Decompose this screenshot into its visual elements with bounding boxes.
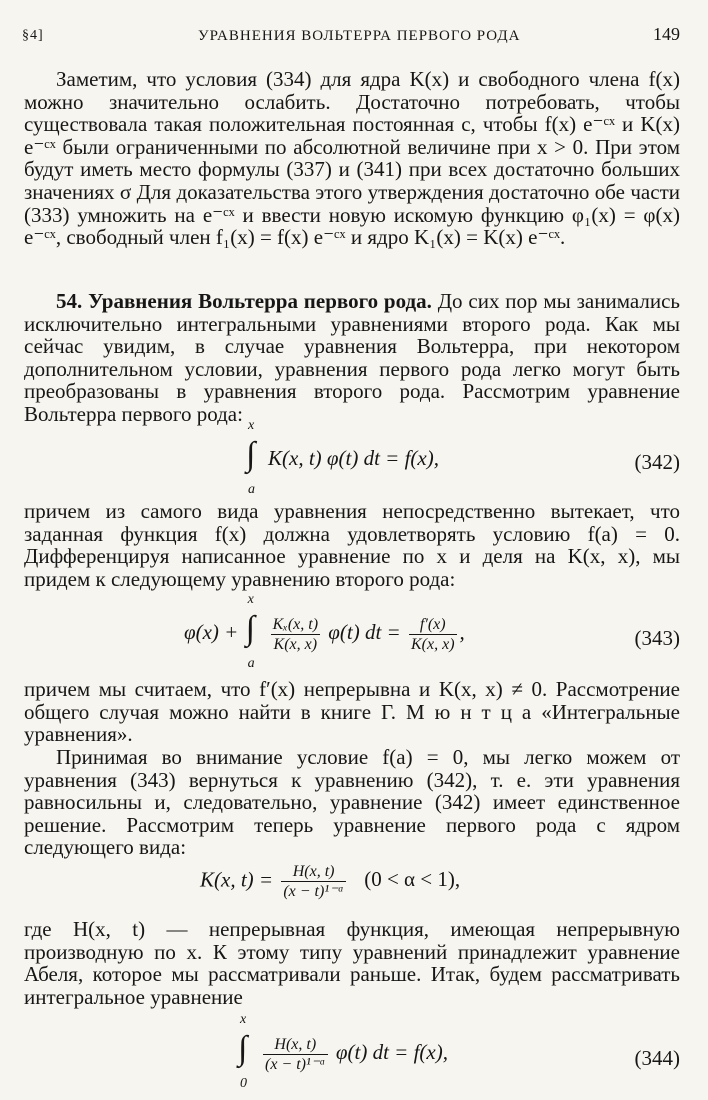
section-intro-text: До сих пор мы занимались исключительно интегральными уравнениями второго рода. Как мы сейчас увидим, в случае уравнения Вольтерра, при некотором дополнительном условии, уравнения первого рода легко могут быть преобразованы в уравнения второго рода. Рассмотрим уравнение Вольтерра первого рода: — [24, 289, 680, 426]
equation-kernel: K(x, t) = $\frac{H(x, t)}{\text{(x − t)¹⁻ᵅ}}$ (0 < α < 1), — [200, 863, 461, 900]
equation-344 — [24, 1012, 680, 1091]
equation-body: K(x, t) φ(t) dt = f(x), — [268, 445, 439, 470]
equation-body: φ(t) dt = f(x), — [335, 1039, 448, 1064]
page-number: 149 — [653, 24, 680, 44]
equation-number: (342) — [634, 450, 680, 474]
paragraph-6: где H(x, t) — непрерывная функция, имеющая непрерывную производную по x. К этому типу уравнений принадлежит уравнение Абеля, которое мы рассматривали раньше. Итак, будем рассматривать интегральное уравнение — [24, 917, 680, 1009]
section-marker: §4] — [22, 28, 44, 43]
integral-sign: x ∫ 0 — [238, 1012, 248, 1091]
fraction: $\frac{f'(x)}{K(x, x)}$ — [410, 615, 455, 653]
running-title: УРАВНЕНИЯ ВОЛЬТЕРРА ПЕРВОГО РОДА — [198, 28, 521, 44]
paragraph-4: причем мы считаем, что f′(x) непрерывна и K(x, x) ≠ 0. Рассмотрение общего случая можно найти в книге Г. М ю н т ц а «Интегральные уравнения». — [24, 677, 680, 747]
paragraph-5: Принимая во внимание условие f(a) = 0, мы легко можем от уравнения (343) вернуться к уравнению (342), т. е. эти уравнения равносильны и, следовательно, уравнение (342) имеет единственное решение. Рассмотрим теперь уравнение первого рода с ядром следующего вида: — [24, 745, 680, 860]
equation-number: (343) — [634, 626, 680, 650]
paragraph-3: причем из самого вида уравнения непосредственно вытекает, что заданная функция f(x) должна удовлетворять условию f(a) = 0. Дифференцируя написанное уравнение по x и деля на K(x, x), мы придем к следующему уравнению второго рода: — [24, 499, 680, 591]
fraction: $\frac{H(x, t)}{\text{(x − t)¹⁻ᵅ}}$ — [283, 863, 344, 900]
equation-343: φ(x) + x ∫ a $\frac{\text{Kₓ(x, t)}}{K(x, x)}$ φ(t) dt = $\frac{f'(x)}{K(x, x)}$ , (343) — [184, 592, 680, 671]
fraction: $\frac{H(x, t)}{\text{(x − t)¹⁻ᵅ}}$ — [265, 1035, 326, 1073]
integral-sign: x ∫ a — [245, 592, 255, 671]
section-heading: 54. Уравнения Вольтерра первого рода. — [56, 289, 432, 313]
equation-342 — [24, 418, 680, 497]
section-54-paragraph — [24, 290, 680, 426]
paragraph-1: Заметим, что условия (334) для ядра K(x) и свободного члена f(x) можно значительно ослабить. Достаточно потребовать, чтобы существовала такая положительная постоянная c, чтобы f(x) e⁻ᶜˣ и K(x) e⁻ᶜˣ были ограниченными по абсолютной величине при x > 0. При этом будут иметь место формулы (337) и (341) при всех достаточно больших значениях σ Для доказательства этого утверждения достаточно обе части (333) умножить на e⁻ᶜˣ и ввести новую искомую функцию φ₁(x) = φ(x) e⁻ᶜˣ, свободный член f₁(x) = f(x) e⁻ᶜˣ и ядро K₁(x) = K(x) e⁻ᶜˣ. — [24, 67, 680, 250]
integral-sign: x ∫ a — [246, 418, 256, 497]
equation-number: (344) — [634, 1046, 680, 1070]
running-header — [22, 24, 680, 50]
fraction: $\frac{\text{Kₓ(x, t)}}{K(x, x)}$ — [272, 615, 319, 653]
